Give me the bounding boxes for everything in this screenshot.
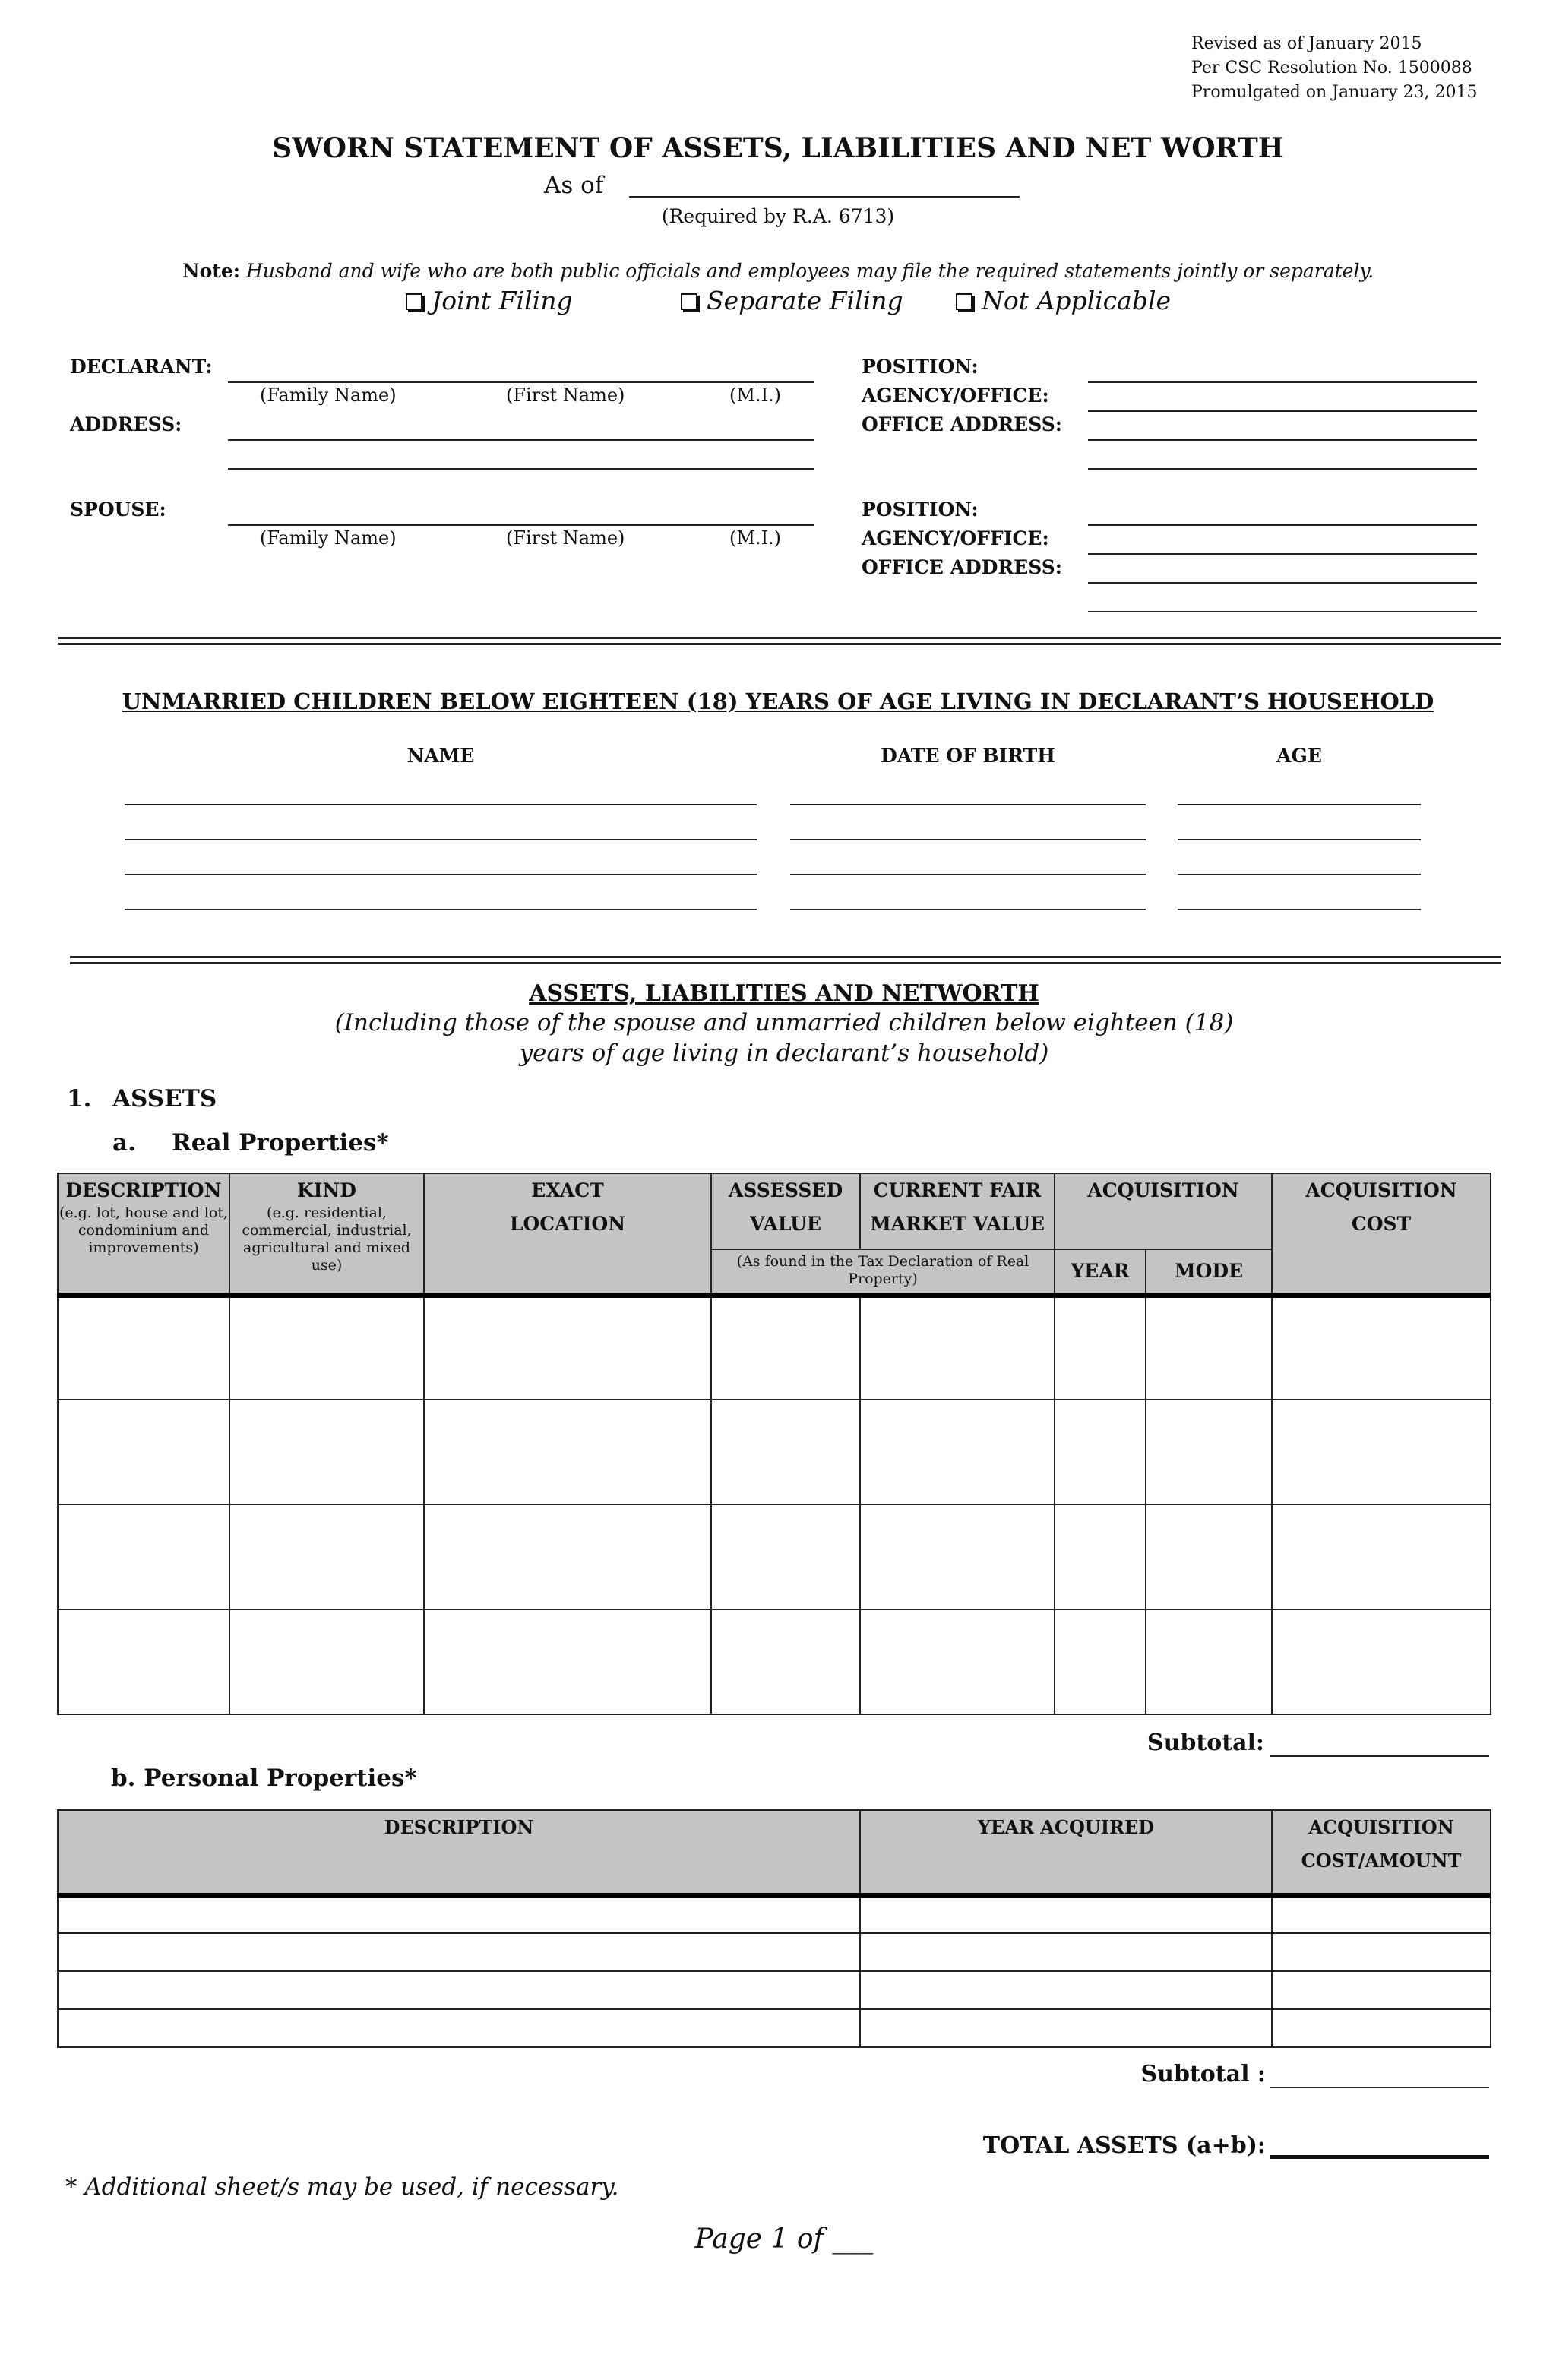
address-field-1[interactable] xyxy=(228,439,814,441)
alnw-subheading-1: (Including those of the spouse and unmarried children below eighteen (18) xyxy=(334,1009,1234,1037)
table-cell[interactable] xyxy=(229,1295,424,1400)
table-cell[interactable] xyxy=(58,1295,229,1400)
table-cell[interactable] xyxy=(58,2009,860,2047)
section-divider xyxy=(58,643,1501,645)
table-cell[interactable] xyxy=(1055,1295,1146,1400)
real-subtotal-label: Subtotal: xyxy=(1146,1730,1264,1756)
table-cell[interactable] xyxy=(229,1505,424,1609)
joint-filing-option[interactable]: Joint Filing xyxy=(406,286,573,315)
table-cell[interactable] xyxy=(860,1609,1055,1714)
spouse-office-address-field-2[interactable] xyxy=(1088,611,1477,612)
personal-subtotal-field[interactable] xyxy=(1270,2087,1489,2088)
assets-heading: ASSETS xyxy=(112,1085,217,1112)
spouse-first-name-caption: (First Name) xyxy=(506,527,625,549)
exact-location-header: EXACT LOCATION xyxy=(424,1173,711,1295)
spouse-label: SPOUSE: xyxy=(70,498,166,521)
table-cell[interactable] xyxy=(58,1609,229,1714)
spouse-position-label: POSITION: xyxy=(862,498,979,521)
section-divider xyxy=(70,962,1501,964)
total-assets-label: TOTAL ASSETS (a+b): xyxy=(982,2132,1266,2159)
note-line xyxy=(0,260,1556,282)
table-cell[interactable] xyxy=(711,1295,860,1400)
spouse-family-name-caption: (Family Name) xyxy=(260,527,397,549)
declarant-office-address-label: OFFICE ADDRESS: xyxy=(862,413,1063,435)
table-cell[interactable] xyxy=(860,1400,1055,1505)
spouse-name-field[interactable] xyxy=(228,524,814,526)
table-cell[interactable] xyxy=(1272,1295,1491,1400)
assets-number: 1. xyxy=(67,1085,92,1112)
table-cell[interactable] xyxy=(229,1609,424,1714)
kind-example: (e.g. residential, commercial, industrial, agricultural and mixed use) xyxy=(242,1204,412,1274)
table-cell[interactable] xyxy=(58,1933,860,1971)
child-age-field[interactable] xyxy=(1178,804,1421,805)
promulgation-line: Promulgated on January 23, 2015 xyxy=(1191,83,1478,102)
child-dob-field[interactable] xyxy=(790,839,1146,840)
table-cell[interactable] xyxy=(229,1400,424,1505)
address-label: ADDRESS: xyxy=(70,413,182,435)
child-dob-field[interactable] xyxy=(790,804,1146,805)
revision-block xyxy=(1191,32,1477,105)
real-subtotal-field[interactable] xyxy=(1270,1755,1489,1757)
as-of-label: As of xyxy=(544,172,604,199)
table-cell[interactable] xyxy=(860,1505,1055,1609)
acquisition-amount-header: ACQUISITION COST/AMOUNT xyxy=(1272,1810,1491,1895)
description-example: (e.g. lot, house and lot, condominium and improvements) xyxy=(59,1204,229,1256)
children-age-header: AGE xyxy=(1276,745,1322,767)
separate-filing-option[interactable]: Separate Filing xyxy=(681,286,903,315)
real-properties-heading: Real Properties* xyxy=(172,1129,389,1157)
acquisition-header: ACQUISITION xyxy=(1055,1173,1272,1249)
table-cell[interactable] xyxy=(1272,1609,1491,1714)
table-cell[interactable] xyxy=(1146,1400,1272,1505)
child-age-field[interactable] xyxy=(1178,874,1421,875)
table-cell[interactable] xyxy=(860,2009,1272,2047)
description-header: DESCRIPTION (e.g. lot, house and lot, condominium and improvements) xyxy=(58,1173,229,1295)
children-dob-header: DATE OF BIRTH xyxy=(881,745,1055,767)
table-cell[interactable] xyxy=(58,1895,860,1933)
real-properties-letter: a. xyxy=(112,1129,136,1157)
table-cell[interactable] xyxy=(711,1400,860,1505)
alnw-subheading-2: years of age living in declarant’s household) xyxy=(519,1040,1049,1067)
checkbox-icon[interactable] xyxy=(681,293,697,310)
checkbox-icon[interactable] xyxy=(956,293,972,310)
declarant-agency-label: AGENCY/OFFICE: xyxy=(862,385,1049,407)
table-cell[interactable] xyxy=(711,1609,860,1714)
assessed-value-header: ASSESSED VALUE xyxy=(711,1173,860,1249)
first-name-caption: (First Name) xyxy=(506,385,625,406)
declarant-position-label: POSITION: xyxy=(862,356,979,378)
real-properties-table xyxy=(57,1173,1491,1715)
tax-declaration-note: (As found in the Tax Declaration of Real Property) xyxy=(711,1249,1055,1295)
fair-market-value-header: CURRENT FAIR MARKET VALUE xyxy=(860,1173,1055,1249)
spouse-agency-field[interactable] xyxy=(1088,553,1477,555)
note-text: Husband and wife who are both public officials and employees may file the required statements jointly or separately. xyxy=(245,260,1374,282)
table-cell[interactable] xyxy=(1055,1400,1146,1505)
required-by-text: (Required by R.A. 6713) xyxy=(661,205,895,227)
acquisition-cost-header: ACQUISITION COST xyxy=(1272,1173,1491,1295)
children-name-header: NAME xyxy=(406,745,475,767)
table-cell[interactable] xyxy=(424,1400,711,1505)
address-field-2[interactable] xyxy=(228,468,814,470)
table-cell[interactable] xyxy=(711,1505,860,1609)
table-cell[interactable] xyxy=(424,1295,711,1400)
child-age-field[interactable] xyxy=(1178,909,1421,910)
spouse-office-address-field-1[interactable] xyxy=(1088,582,1477,584)
table-cell[interactable] xyxy=(860,1295,1055,1400)
table-cell[interactable] xyxy=(58,1400,229,1505)
spouse-agency-label: AGENCY/OFFICE: xyxy=(862,527,1049,549)
personal-subtotal-label: Subtotal : xyxy=(1140,2061,1266,2087)
table-cell[interactable] xyxy=(860,1895,1272,1933)
table-cell[interactable] xyxy=(1055,1505,1146,1609)
table-cell[interactable] xyxy=(860,1933,1272,1971)
personal-description-header: DESCRIPTION xyxy=(58,1810,860,1895)
table-cell[interactable] xyxy=(1272,2009,1491,2047)
not-applicable-option[interactable]: Not Applicable xyxy=(956,286,1171,315)
section-divider xyxy=(70,956,1501,958)
table-cell[interactable] xyxy=(58,1505,229,1609)
alnw-heading: ASSETS, LIABILITIES AND NETWORTH xyxy=(529,980,1039,1007)
table-cell[interactable] xyxy=(1055,1609,1146,1714)
total-assets-field[interactable] xyxy=(1270,2155,1489,2159)
table-cell[interactable] xyxy=(1272,1505,1491,1609)
declarant-name-field[interactable] xyxy=(228,381,814,383)
table-cell[interactable] xyxy=(1146,1505,1272,1609)
revision-line: Revised as of January 2015 xyxy=(1191,34,1422,53)
spouse-mi-caption: (M.I.) xyxy=(729,527,782,549)
table-cell[interactable] xyxy=(424,1609,711,1714)
personal-properties-heading: b. Personal Properties* xyxy=(111,1764,417,1792)
declarant-office-address-field-1[interactable] xyxy=(1088,439,1477,441)
table-cell[interactable] xyxy=(58,1971,860,2009)
children-heading: UNMARRIED CHILDREN BELOW EIGHTEEN (18) YEARS OF AGE LIVING IN DECLARANT’S HOUSEHOLD xyxy=(122,688,1434,714)
kind-header: KIND (e.g. residential, commercial, industrial, agricultural and mixed use) xyxy=(229,1173,424,1295)
declarant-position-field[interactable] xyxy=(1088,381,1477,383)
mode-header: MODE xyxy=(1146,1249,1272,1295)
personal-properties-table xyxy=(57,1809,1491,2048)
table-cell[interactable] xyxy=(1272,1895,1491,1933)
child-name-field[interactable] xyxy=(125,804,757,805)
child-name-field[interactable] xyxy=(125,839,757,840)
year-header: YEAR xyxy=(1055,1249,1146,1295)
child-dob-field[interactable] xyxy=(790,874,1146,875)
declarant-office-address-field-2[interactable] xyxy=(1088,468,1477,470)
mi-caption: (M.I.) xyxy=(729,385,782,406)
table-cell[interactable] xyxy=(860,1971,1272,2009)
note-label: Note: xyxy=(182,260,240,282)
table-cell[interactable] xyxy=(1146,1295,1272,1400)
child-name-field[interactable] xyxy=(125,909,757,910)
form-title: SWORN STATEMENT OF ASSETS, LIABILITIES AND NET WORTH xyxy=(272,132,1284,164)
child-dob-field[interactable] xyxy=(790,909,1146,910)
spouse-position-field[interactable] xyxy=(1088,524,1477,526)
declarant-label: DECLARANT: xyxy=(70,356,213,378)
section-divider xyxy=(58,637,1501,639)
csc-resolution-line: Per CSC Resolution No. 1500088 xyxy=(1191,59,1472,78)
table-cell[interactable] xyxy=(1146,1609,1272,1714)
table-cell[interactable] xyxy=(1272,1400,1491,1505)
family-name-caption: (Family Name) xyxy=(260,385,397,406)
year-acquired-header: YEAR ACQUIRED xyxy=(860,1810,1272,1895)
table-cell[interactable] xyxy=(424,1505,711,1609)
additional-sheets-footnote: * Additional sheet/s may be used, if necessary. xyxy=(65,2173,619,2201)
as-of-date-field[interactable] xyxy=(629,196,1020,198)
table-cell[interactable] xyxy=(1272,1933,1491,1971)
spouse-office-address-label: OFFICE ADDRESS: xyxy=(862,556,1063,578)
child-age-field[interactable] xyxy=(1178,839,1421,840)
checkbox-icon[interactable] xyxy=(406,293,422,310)
declarant-agency-field[interactable] xyxy=(1088,410,1477,412)
page-number: Page 1 of ___ xyxy=(694,2223,874,2255)
child-name-field[interactable] xyxy=(125,874,757,875)
table-cell[interactable] xyxy=(1272,1971,1491,2009)
